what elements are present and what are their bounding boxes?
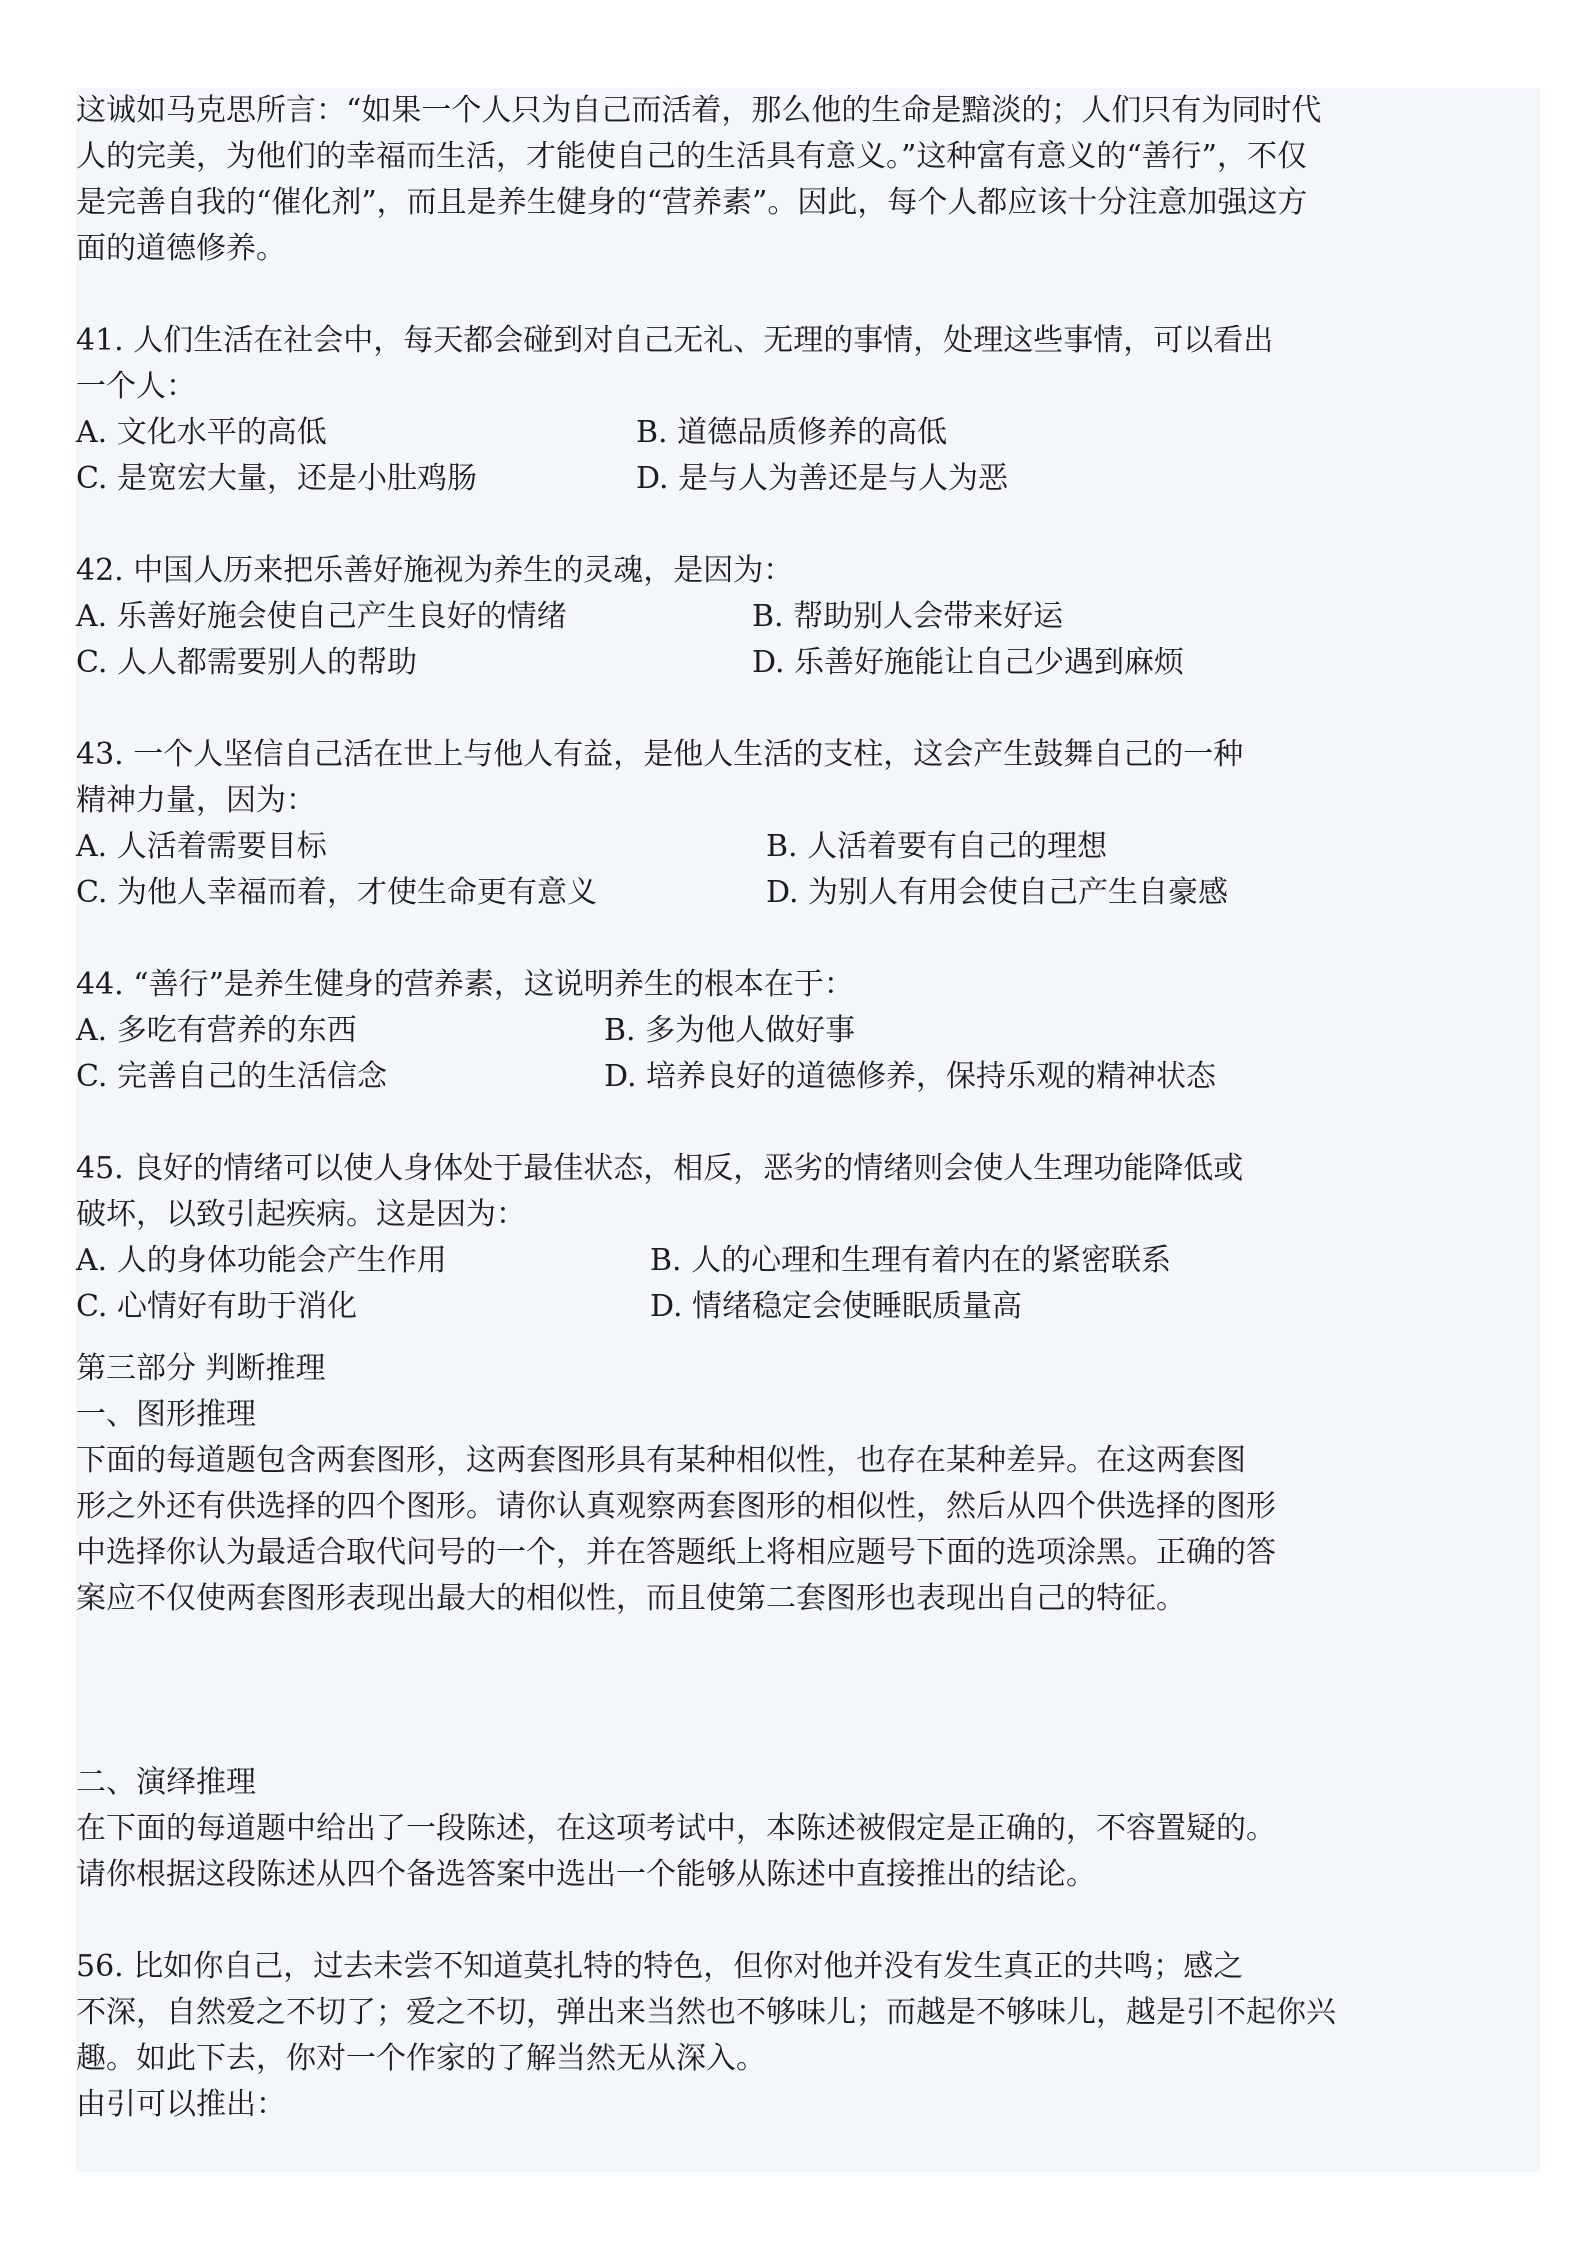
section-title: 第三部分 判断推理: [76, 1351, 326, 1386]
option-d: D. 情绪稳定会使睡眠质量高: [650, 1289, 1023, 1324]
option-d: D. 乐善好施能让自己少遇到麻烦: [752, 645, 1185, 680]
text-line: 是完善自我的“催化剂”，而且是养生健身的“营养素”。因此，每个人都应该十分注意加强这方: [76, 185, 1308, 220]
question-56: [76, 1944, 1540, 2128]
option-b: B. 多为他人做好事: [604, 1013, 856, 1048]
option-b: B. 人活着要有自己的理想: [766, 829, 1108, 864]
question-stem: 41. 人们生活在社会中，每天都会碰到对自己无礼、无理的事情，处理这些事情，可以看出: [76, 323, 1274, 358]
subsection-title: 二、演绎推理: [76, 1765, 256, 1800]
question-stem: 43. 一个人坚信自己活在世上与他人有益，是他人生活的支柱，这会产生鼓舞自己的一种: [76, 737, 1244, 772]
option-row: [76, 1284, 1540, 1330]
option-row: [76, 640, 1540, 686]
question-45: [76, 1146, 1540, 1330]
option-d: D. 是与人为善还是与人为恶: [636, 461, 1009, 496]
question-stem: 由引可以推出：: [76, 2087, 286, 2122]
text-line: 下面的每道题包含两套图形，这两套图形具有某种相似性，也存在某种差异。在这两套图: [76, 1443, 1246, 1478]
option-b: B. 帮助别人会带来好运: [752, 599, 1064, 634]
option-row: [76, 1054, 1540, 1100]
intro-paragraph: [76, 88, 1540, 272]
question-stem: 趣。如此下去，你对一个作家的了解当然无从深入。: [76, 2041, 766, 2076]
option-d: D. 培养良好的道德修养，保持乐观的精神状态: [604, 1059, 1217, 1094]
option-c: C. 心情好有助于消化: [76, 1289, 357, 1324]
part3-section: [76, 1346, 1540, 1898]
option-row: [76, 456, 1540, 502]
question-stem: 44. “善行”是养生健身的营养素，这说明养生的根本在于：: [76, 967, 854, 1002]
option-a: A. 人活着需要目标: [76, 829, 327, 864]
question-stem: 不深，自然爱之不切了；爱之不切，弹出来当然也不够味儿；而越是不够味儿，越是引不起你兴: [76, 1995, 1336, 2030]
question-stem: 56. 比如你自己，过去未尝不知道莫扎特的特色，但你对他并没有发生真正的共鸣；感之: [76, 1949, 1244, 1984]
option-row: [76, 824, 1540, 870]
text-line: 人的完美，为他们的幸福而生活，才能使自己的生活具有意义。”这种富有意义的“善行”，不仅: [76, 139, 1308, 174]
question-stem: 精神力量，因为：: [76, 783, 316, 818]
option-row: [76, 1008, 1540, 1054]
option-c: C. 人人都需要别人的帮助: [76, 645, 417, 680]
question-42: [76, 548, 1540, 686]
text-line: 在下面的每道题中给出了一段陈述，在这项考试中，本陈述被假定是正确的，不容置疑的。: [76, 1811, 1276, 1846]
option-c: C. 是宽宏大量，还是小肚鸡肠: [76, 461, 477, 496]
question-stem: 一个人：: [76, 369, 196, 404]
document-content: [76, 88, 1540, 2128]
text-line: 这诚如马克思所言：“如果一个人只为自己而活着，那么他的生命是黯淡的；人们只有为同时代: [76, 93, 1322, 128]
text-line: 中选择你认为最适合取代问号的一个，并在答题纸上将相应题号下面的选项涂黑。正确的答: [76, 1535, 1276, 1570]
option-row: [76, 410, 1540, 456]
text-line: 形之外还有供选择的四个图形。请你认真观察两套图形的相似性，然后从四个供选择的图形: [76, 1489, 1276, 1524]
option-a: A. 文化水平的高低: [76, 415, 327, 450]
question-41: [76, 318, 1540, 502]
text-line: 请你根据这段陈述从四个备选答案中选出一个能够从陈述中直接推出的结论。: [76, 1857, 1096, 1892]
question-stem: 破坏，以致引起疾病。这是因为：: [76, 1197, 526, 1232]
subsection-title: 一、图形推理: [76, 1397, 256, 1432]
question-43: [76, 732, 1540, 916]
option-b: B. 人的心理和生理有着内在的紧密联系: [650, 1243, 1172, 1278]
option-row: [76, 594, 1540, 640]
question-stem: 45. 良好的情绪可以使人身体处于最佳状态，相反，恶劣的情绪则会使人生理功能降低或: [76, 1151, 1244, 1186]
option-a: A. 乐善好施会使自己产生良好的情绪: [76, 599, 567, 634]
text-line: 面的道德修养。: [76, 231, 286, 266]
option-row: [76, 1238, 1540, 1284]
option-c: C. 为他人幸福而着，才使生命更有意义: [76, 875, 597, 910]
option-a: A. 多吃有营养的东西: [76, 1013, 357, 1048]
option-c: C. 完善自己的生活信念: [76, 1059, 387, 1094]
question-44: [76, 962, 1540, 1100]
option-d: D. 为别人有用会使自己产生自豪感: [766, 875, 1229, 910]
question-stem: 42. 中国人历来把乐善好施视为养生的灵魂，是因为：: [76, 553, 794, 588]
text-line: 案应不仅使两套图形表现出最大的相似性，而且使第二套图形也表现出自己的特征。: [76, 1581, 1186, 1616]
option-b: B. 道德品质修养的高低: [636, 415, 948, 450]
option-row: [76, 870, 1540, 916]
option-a: A. 人的身体功能会产生作用: [76, 1243, 447, 1278]
document-page: [76, 88, 1540, 2172]
